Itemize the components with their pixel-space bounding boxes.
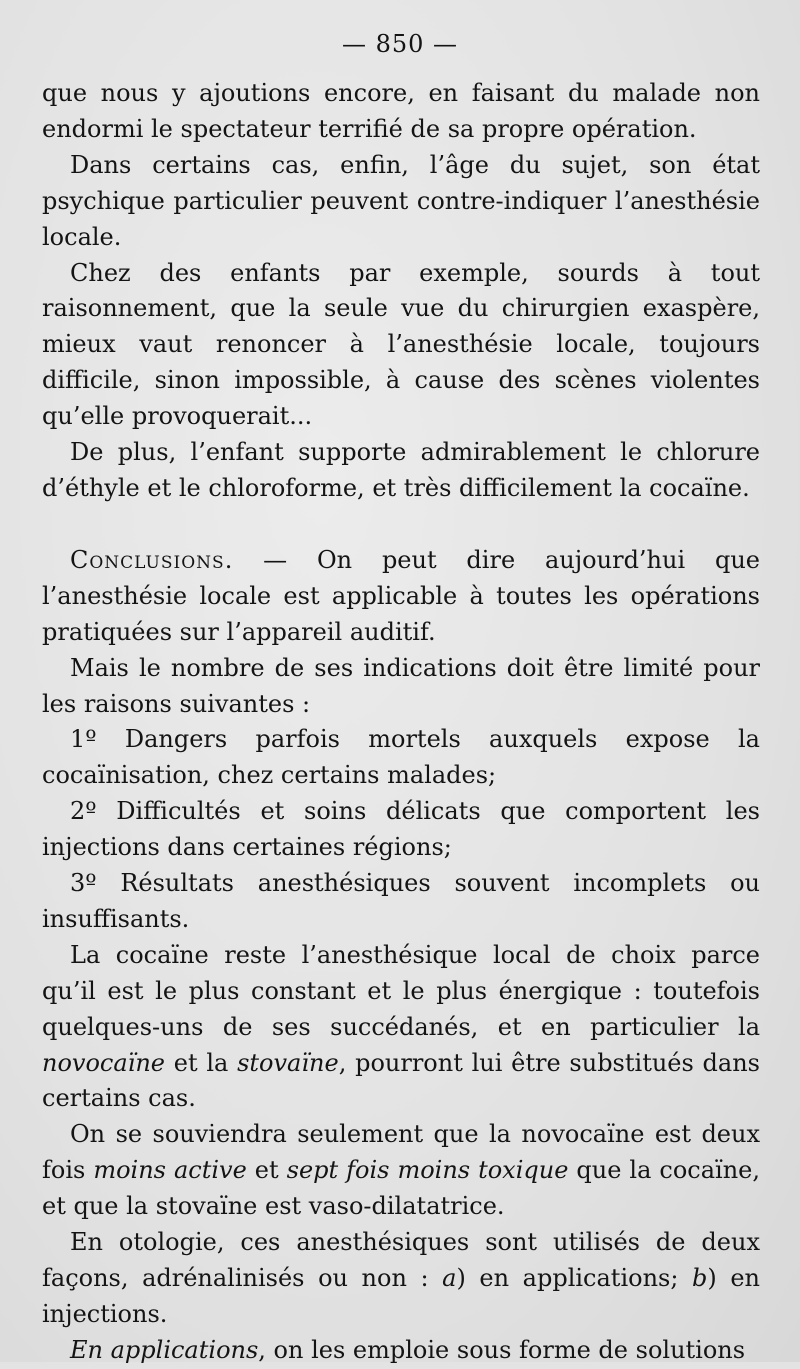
section-gap — [42, 507, 760, 543]
paragraph-applications — [42, 1333, 760, 1369]
paragraph-chloroform: De plus, l’enfant supporte admirablement le chlorure d’éthyle et le chloroforme, et très difficilement la cocaïne. — [42, 438, 760, 502]
paragraph-conclusions — [42, 543, 760, 651]
paragraph-souviendra — [42, 1117, 760, 1225]
text-run: , pourront lui être substitués dans certains cas. — [42, 1048, 760, 1113]
paragraph-children: Chez des enfants par exemple, sourds à tout raisonnement, que la seule vue du chirurgien exaspère, mieux vaut renoncer à l’anesthésie locale, toujours difficile, sinon impossible, à cause des scènes violentes qu’elle provoquerait... — [42, 258, 760, 431]
text-run: En otologie, ces anesthésiques sont utilisés de deux façons, adrénalinisés ou non : — [42, 1228, 760, 1292]
text-run: et la — [165, 1048, 238, 1077]
italic-en-applications: En applications — [70, 1335, 259, 1364]
list-item-2: 2º Difficultés et soins délicats que comportent les injections dans certaines régions; — [42, 797, 760, 862]
text-run: que la cocaïne, et que la stovaïne est vaso-dilatatrice. — [42, 1156, 760, 1221]
italic-novocaine: novocaïne — [42, 1048, 165, 1077]
paragraph-continuation: que nous y ajoutions encore, en faisant du malade non endormi le spectateur terrifié de sa propre opération. — [42, 79, 760, 143]
text-run: ) en injections. — [42, 1264, 760, 1328]
italic-sept-fois: sept fois moins toxique — [286, 1156, 569, 1185]
paragraph-cocaine — [42, 938, 760, 1118]
paragraph-otologie — [42, 1225, 760, 1333]
conclusions-text: — On peut dire aujourd’hui que l’anesthésie locale est applicable à toutes les opérations pratiquées sur l’appareil auditif. — [42, 545, 760, 646]
list-item-3: 3º Résultats anesthésiques souvent incomplets ou insuffisants. — [42, 869, 760, 933]
text-run: On se souviendra seulement que la novocaïne est deux fois — [42, 1120, 760, 1185]
text-run: La cocaïne reste l’anesthésique local de choix parce qu’il est le plus constant et le plus énergique : toutefois quelques-uns de ses succédanés, et en particulier la — [42, 940, 760, 1041]
paragraph-age: Dans certains cas, enfin, l’âge du sujet, son état psychique particulier peuvent contre-indiquer l’anesthésie locale. — [42, 150, 760, 251]
italic-stovaine: stovaïne — [237, 1048, 339, 1077]
italic-a: a — [442, 1264, 457, 1292]
body-text — [42, 76, 760, 1369]
conclusions-heading: Conclusions. — [70, 545, 234, 574]
text-run: , on les emploie sous forme de solutions — [258, 1335, 746, 1364]
page-number: — 850 — — [341, 30, 459, 58]
list-item-1: 1º Dangers parfois mortels auxquels expose la cocaïnisation, chez certains malades; — [42, 725, 760, 790]
italic-moins-active: moins active — [93, 1156, 247, 1185]
text-run: et — [246, 1156, 287, 1185]
text-run: ) en applications; — [456, 1264, 693, 1292]
paragraph-indications: Mais le nombre de ses indications doit être limité pour les raisons suivantes : — [42, 653, 760, 718]
italic-b: b — [692, 1264, 708, 1292]
